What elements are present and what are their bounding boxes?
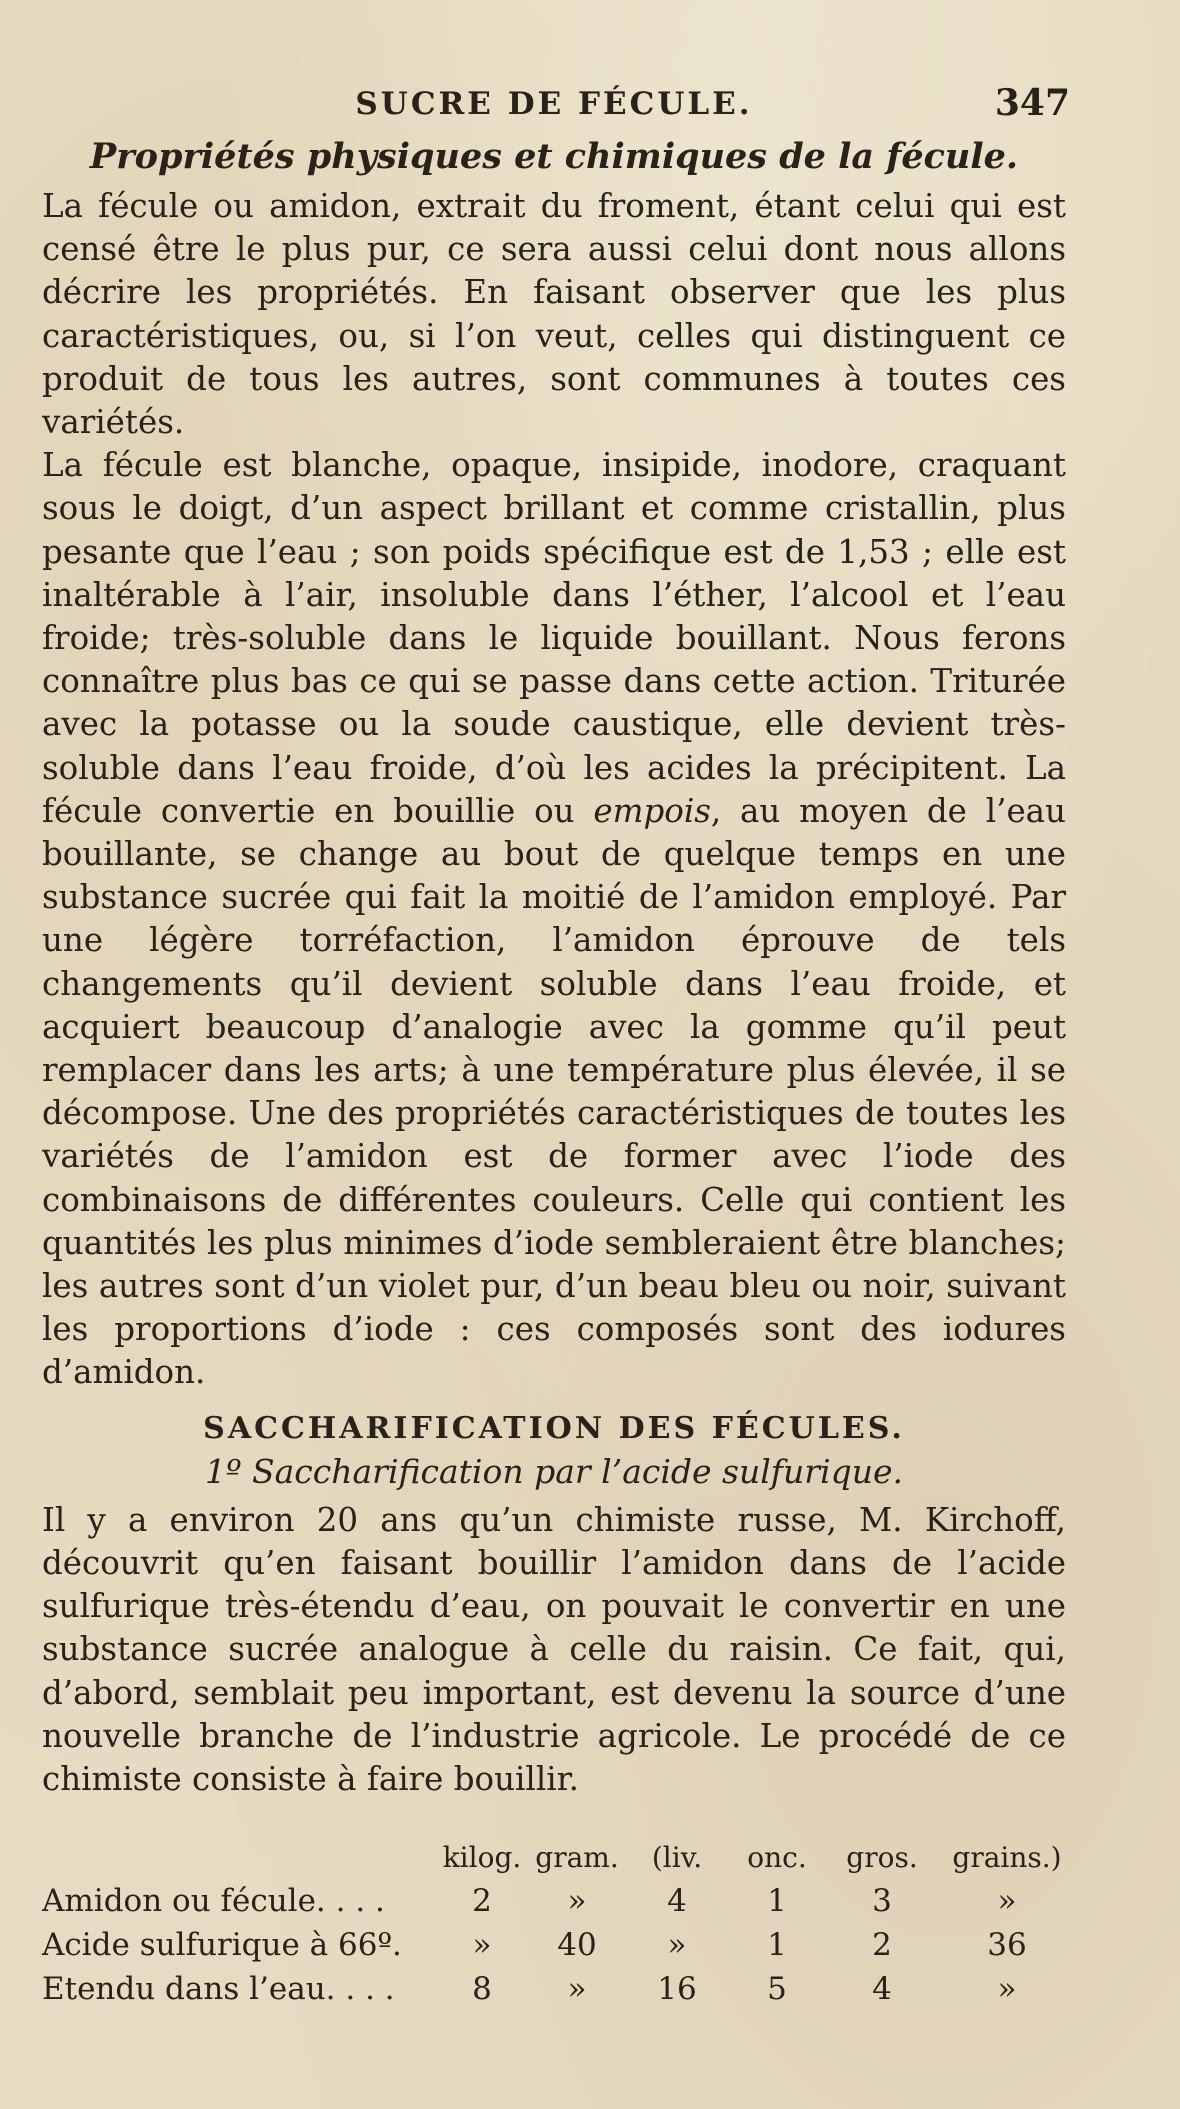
cell-liv: »: [667, 1927, 687, 1964]
cell-gros: 4: [872, 1971, 892, 2008]
cell-gram: 40: [557, 1927, 597, 1964]
cell-kilog: 2: [472, 1883, 492, 1920]
cell-gram: »: [567, 1883, 587, 1920]
cell-gram: »: [567, 1971, 587, 2008]
cell-kilog: »: [472, 1927, 492, 1964]
cell-liv: 4: [667, 1883, 687, 1920]
header-cell-grains: grains.): [952, 1840, 1062, 1874]
table-row: [42, 1967, 1082, 2011]
section-subtitle: 1º Saccharification par l’acide sulfurique.: [205, 1451, 903, 1491]
paragraph-2: [42, 444, 1066, 1394]
cell-kilog: 8: [472, 1971, 492, 2008]
cell-onc: 1: [767, 1883, 787, 1920]
paragraph-1: La fécule ou amidon, extrait du froment, étant celui qui est censé être le plus pur, ce sera aussi celui dont nous allons décrire les propriétés. En faisant observer que les plus caractéristiques, ou, si l’on veut, celles qui distinguent ce produit de tous les autres, sont communes à toutes ces variétés.: [42, 187, 1066, 442]
cell-grains: »: [997, 1971, 1017, 2008]
header-cell-label: [42, 1835, 442, 1879]
row-label: Acide sulfurique à 66º.: [42, 1927, 402, 1964]
cell-onc: 5: [767, 1971, 787, 2008]
recipe-table: [42, 1835, 1082, 2011]
cell-liv: 16: [657, 1971, 697, 2008]
table-row: [42, 1923, 1082, 1967]
header-cell-gram: gram.: [535, 1840, 619, 1874]
header-cell-liv: (liv.: [651, 1840, 703, 1874]
cell-gros: 2: [872, 1927, 892, 1964]
header-cell-kilog: kilog.: [442, 1840, 522, 1874]
paragraph-2-part-a: La fécule est blanche, opaque, insipide, inodore, craquant sous le doigt, d’un aspect brillant et comme cristallin, plus pesante que l’eau ; son poids spécifique est de 1,53 ; elle est inaltérable à l’air, insoluble dans l’éther, l’alcool et l’eau froide; très-soluble dans le liquide bouillant. Nous ferons connaître plus bas ce qui se passe dans cette action. Triturée avec la potasse ou la soude caustique, elle devient très-soluble dans l’eau froide, d’où les acides la précipitent. La fécule convertie en bouillie ou: [42, 446, 1066, 830]
section-title: SACCHARIFICATION DES FÉCULES.: [203, 1410, 905, 1446]
page-number: 347: [994, 82, 1070, 124]
header-cell-onc: onc.: [747, 1840, 807, 1874]
paragraph-3: Il y a environ 20 ans qu’un chimiste russe, M. Kirchoff, découvrit qu’en faisant bouillir l’amidon dans de l’acide sulfurique très-étendu d’eau, on pouvait le convertir en une substance sucrée analogue à celle du raisin. Ce fait, qui, d’abord, semblait peu important, est devenu la source d’une nouvelle branche de l’industrie agricole. Le procédé de ce chimiste consiste à faire bouillir.: [42, 1500, 1066, 1798]
table-row: [42, 1879, 1082, 1923]
recipe-header-row: [42, 1835, 1082, 1879]
section-subhead: Propriétés physiques et chimiques de la fécule.: [89, 136, 1019, 177]
cell-grains: »: [997, 1883, 1017, 1920]
row-label: Amidon ou fécule. . . .: [42, 1883, 385, 1920]
paragraph-2-part-b: , au moyen de l’eau bouillante, se change au bout de quelque temps en une substance sucrée qui fait la moitié de l’amidon employé. Par une légère torréfaction, l’amidon éprouve de tels changements qu’il devient soluble dans l’eau froide, et acquiert beaucoup d’analogie avec la gomme qu’il peut remplacer dans les arts; à une température plus élevée, il se décompose. Une des propriétés caractéristiques de toutes les variétés de l’amidon est de former avec l’iode des combinaisons de différentes couleurs. Celle qui contient les quantités les plus minimes d’iode sembleraient être blanches; les autres sont d’un violet pur, d’un beau bleu ou noir, suivant les proportions d’iode : ces composés sont des iodures d’amidon.: [42, 791, 1066, 1392]
cell-gros: 3: [872, 1883, 892, 1920]
cell-grains: 36: [987, 1927, 1027, 1964]
book-page: [42, 82, 1070, 2011]
row-label: Etendu dans l’eau. . . .: [42, 1971, 395, 2008]
running-title: SUCRE DE FÉCULE.: [355, 86, 753, 122]
header-cell-gros: gros.: [846, 1840, 918, 1874]
paragraph-2-italic-term: empois: [593, 791, 711, 830]
running-head: [42, 82, 1070, 132]
cell-onc: 1: [767, 1927, 787, 1964]
